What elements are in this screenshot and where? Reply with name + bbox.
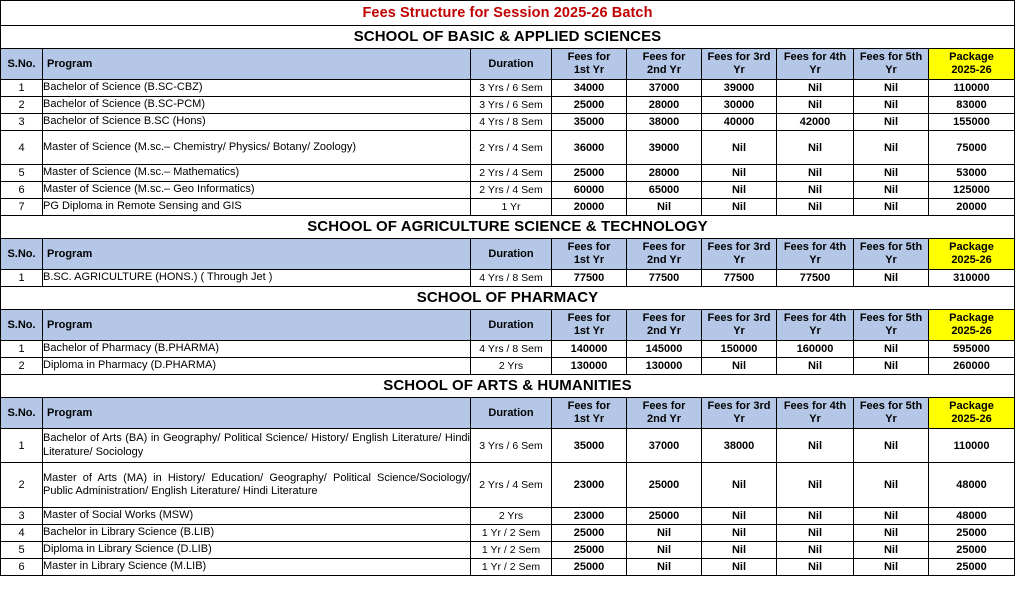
- cell-fees-3rd-yr: Nil: [702, 508, 777, 525]
- header-fees-4th-yr: Fees for 4th Yr: [777, 310, 854, 341]
- table-row: [1, 341, 1015, 358]
- cell-program: B.SC. AGRICULTURE (HONS.) ( Through Jet ): [43, 270, 471, 287]
- header-duration: Duration: [471, 310, 552, 341]
- cell-duration: 2 Yrs / 4 Sem: [471, 131, 552, 165]
- cell-fees-3rd-yr: 30000: [702, 97, 777, 114]
- table-row: [1, 559, 1015, 576]
- column-header-row: [1, 239, 1015, 270]
- header-fees-5th-yr: Fees for 5th Yr: [854, 239, 929, 270]
- header-fees-1st-yr: Fees for 1st Yr: [552, 239, 627, 270]
- cell-package: 260000: [929, 358, 1015, 375]
- cell-program: Master in Library Science (M.LIB): [43, 559, 471, 576]
- cell-fees-2nd-yr: Nil: [627, 559, 702, 576]
- cell-fees-4th-yr: 77500: [777, 270, 854, 287]
- cell-fees-4th-yr: 42000: [777, 114, 854, 131]
- cell-program: Master of Science (M.sc.– Mathematics): [43, 165, 471, 182]
- cell-duration: 3 Yrs / 6 Sem: [471, 80, 552, 97]
- cell-sno: 2: [1, 358, 43, 375]
- cell-program: Bachelor of Arts (BA) in Geography/ Political Science/ History/ English Literature/ Hindi Literature/ Sociology: [43, 429, 471, 463]
- header-sno: S.No.: [1, 49, 43, 80]
- cell-fees-1st-yr: 77500: [552, 270, 627, 287]
- cell-package: 110000: [929, 80, 1015, 97]
- cell-fees-5th-yr: Nil: [854, 165, 929, 182]
- section-title: SCHOOL OF AGRICULTURE SCIENCE & TECHNOLOGY: [1, 216, 1015, 239]
- cell-sno: 2: [1, 463, 43, 508]
- cell-sno: 7: [1, 199, 43, 216]
- column-header-row: [1, 398, 1015, 429]
- header-fees-4th-yr: Fees for 4th Yr: [777, 49, 854, 80]
- cell-sno: 6: [1, 559, 43, 576]
- cell-fees-3rd-yr: Nil: [702, 542, 777, 559]
- table-row: [1, 114, 1015, 131]
- cell-fees-3rd-yr: Nil: [702, 358, 777, 375]
- cell-duration: 1 Yr / 2 Sem: [471, 542, 552, 559]
- cell-duration: 1 Yr: [471, 199, 552, 216]
- cell-package: 25000: [929, 525, 1015, 542]
- cell-fees-4th-yr: Nil: [777, 508, 854, 525]
- cell-sno: 1: [1, 80, 43, 97]
- header-fees-5th-yr: Fees for 5th Yr: [854, 398, 929, 429]
- header-fees-4th-yr: Fees for 4th Yr: [777, 398, 854, 429]
- cell-fees-5th-yr: Nil: [854, 182, 929, 199]
- section-banner-row: [1, 26, 1015, 49]
- header-fees-1st-yr: Fees for 1st Yr: [552, 398, 627, 429]
- cell-fees-5th-yr: Nil: [854, 114, 929, 131]
- cell-fees-5th-yr: Nil: [854, 542, 929, 559]
- cell-fees-3rd-yr: Nil: [702, 131, 777, 165]
- cell-fees-3rd-yr: 40000: [702, 114, 777, 131]
- cell-package: 310000: [929, 270, 1015, 287]
- cell-package: 125000: [929, 182, 1015, 199]
- cell-fees-4th-yr: Nil: [777, 131, 854, 165]
- header-package: Package 2025-26: [929, 49, 1015, 80]
- cell-fees-5th-yr: Nil: [854, 463, 929, 508]
- header-program: Program: [43, 398, 471, 429]
- cell-fees-4th-yr: Nil: [777, 429, 854, 463]
- header-sno: S.No.: [1, 398, 43, 429]
- cell-fees-5th-yr: Nil: [854, 97, 929, 114]
- table-row: [1, 508, 1015, 525]
- header-duration: Duration: [471, 239, 552, 270]
- cell-package: 48000: [929, 463, 1015, 508]
- table-row: [1, 525, 1015, 542]
- cell-fees-4th-yr: Nil: [777, 542, 854, 559]
- table-row: [1, 429, 1015, 463]
- cell-program: Diploma in Pharmacy (D.PHARMA): [43, 358, 471, 375]
- header-sno: S.No.: [1, 239, 43, 270]
- cell-fees-1st-yr: 25000: [552, 97, 627, 114]
- header-duration: Duration: [471, 49, 552, 80]
- cell-sno: 6: [1, 182, 43, 199]
- cell-duration: 2 Yrs / 4 Sem: [471, 182, 552, 199]
- cell-fees-2nd-yr: 65000: [627, 182, 702, 199]
- header-fees-1st-yr: Fees for 1st Yr: [552, 49, 627, 80]
- cell-package: 53000: [929, 165, 1015, 182]
- cell-duration: 2 Yrs: [471, 358, 552, 375]
- cell-fees-5th-yr: Nil: [854, 199, 929, 216]
- cell-fees-4th-yr: 160000: [777, 341, 854, 358]
- cell-fees-3rd-yr: 77500: [702, 270, 777, 287]
- cell-fees-1st-yr: 23000: [552, 463, 627, 508]
- table-row: [1, 199, 1015, 216]
- cell-fees-3rd-yr: Nil: [702, 463, 777, 508]
- cell-sno: 3: [1, 114, 43, 131]
- section-title: SCHOOL OF BASIC & APPLIED SCIENCES: [1, 26, 1015, 49]
- cell-duration: 2 Yrs / 4 Sem: [471, 463, 552, 508]
- cell-fees-2nd-yr: 130000: [627, 358, 702, 375]
- cell-fees-4th-yr: Nil: [777, 165, 854, 182]
- cell-package: 75000: [929, 131, 1015, 165]
- header-fees-5th-yr: Fees for 5th Yr: [854, 310, 929, 341]
- header-package: Package 2025-26: [929, 310, 1015, 341]
- cell-fees-2nd-yr: 28000: [627, 97, 702, 114]
- cell-duration: 2 Yrs / 4 Sem: [471, 165, 552, 182]
- cell-program: Diploma in Library Science (D.LIB): [43, 542, 471, 559]
- cell-duration: 4 Yrs / 8 Sem: [471, 270, 552, 287]
- cell-package: 25000: [929, 559, 1015, 576]
- header-fees-2nd-yr: Fees for 2nd Yr: [627, 398, 702, 429]
- cell-fees-1st-yr: 25000: [552, 525, 627, 542]
- header-program: Program: [43, 239, 471, 270]
- cell-fees-3rd-yr: Nil: [702, 165, 777, 182]
- column-header-row: [1, 49, 1015, 80]
- section-banner-row: [1, 216, 1015, 239]
- cell-program: Bachelor of Pharmacy (B.PHARMA): [43, 341, 471, 358]
- cell-fees-4th-yr: Nil: [777, 525, 854, 542]
- cell-fees-4th-yr: Nil: [777, 80, 854, 97]
- cell-sno: 1: [1, 341, 43, 358]
- table-row: [1, 165, 1015, 182]
- cell-fees-2nd-yr: 28000: [627, 165, 702, 182]
- header-sno: S.No.: [1, 310, 43, 341]
- cell-fees-2nd-yr: 37000: [627, 80, 702, 97]
- header-fees-3rd-yr: Fees for 3rd Yr: [702, 310, 777, 341]
- cell-fees-3rd-yr: 39000: [702, 80, 777, 97]
- cell-sno: 5: [1, 542, 43, 559]
- table-row: [1, 131, 1015, 165]
- cell-fees-3rd-yr: Nil: [702, 199, 777, 216]
- cell-fees-3rd-yr: Nil: [702, 525, 777, 542]
- cell-package: 155000: [929, 114, 1015, 131]
- cell-package: 20000: [929, 199, 1015, 216]
- cell-sno: 1: [1, 270, 43, 287]
- cell-fees-1st-yr: 36000: [552, 131, 627, 165]
- table-row: [1, 542, 1015, 559]
- header-fees-2nd-yr: Fees for 2nd Yr: [627, 49, 702, 80]
- cell-sno: 5: [1, 165, 43, 182]
- cell-duration: 4 Yrs / 8 Sem: [471, 341, 552, 358]
- cell-fees-1st-yr: 35000: [552, 429, 627, 463]
- cell-package: 83000: [929, 97, 1015, 114]
- table-row: [1, 270, 1015, 287]
- cell-fees-2nd-yr: 39000: [627, 131, 702, 165]
- header-fees-3rd-yr: Fees for 3rd Yr: [702, 398, 777, 429]
- cell-fees-2nd-yr: Nil: [627, 525, 702, 542]
- cell-duration: 3 Yrs / 6 Sem: [471, 429, 552, 463]
- document-title-row: [1, 1, 1015, 26]
- cell-fees-5th-yr: Nil: [854, 341, 929, 358]
- table-row: [1, 80, 1015, 97]
- cell-fees-3rd-yr: 38000: [702, 429, 777, 463]
- cell-fees-5th-yr: Nil: [854, 429, 929, 463]
- cell-fees-2nd-yr: 145000: [627, 341, 702, 358]
- cell-duration: 2 Yrs: [471, 508, 552, 525]
- cell-fees-5th-yr: Nil: [854, 270, 929, 287]
- section-banner-row: [1, 375, 1015, 398]
- cell-fees-4th-yr: Nil: [777, 559, 854, 576]
- cell-fees-2nd-yr: 77500: [627, 270, 702, 287]
- table-row: [1, 97, 1015, 114]
- cell-program: Master of Arts (MA) in History/ Education/ Geography/ Political Science/Sociology/ Public Administration/ English Literature/ Hindi Literature: [43, 463, 471, 508]
- cell-fees-2nd-yr: 38000: [627, 114, 702, 131]
- section-title: SCHOOL OF PHARMACY: [1, 287, 1015, 310]
- cell-fees-1st-yr: 25000: [552, 542, 627, 559]
- cell-fees-5th-yr: Nil: [854, 559, 929, 576]
- cell-package: 595000: [929, 341, 1015, 358]
- cell-sno: 3: [1, 508, 43, 525]
- cell-duration: 1 Yr / 2 Sem: [471, 559, 552, 576]
- cell-program: Bachelor of Science (B.SC-PCM): [43, 97, 471, 114]
- header-duration: Duration: [471, 398, 552, 429]
- cell-fees-1st-yr: 130000: [552, 358, 627, 375]
- cell-program: Bachelor of Science (B.SC-CBZ): [43, 80, 471, 97]
- header-fees-3rd-yr: Fees for 3rd Yr: [702, 49, 777, 80]
- header-program: Program: [43, 310, 471, 341]
- cell-duration: 1 Yr / 2 Sem: [471, 525, 552, 542]
- cell-fees-4th-yr: Nil: [777, 182, 854, 199]
- cell-sno: 4: [1, 525, 43, 542]
- cell-fees-2nd-yr: 37000: [627, 429, 702, 463]
- cell-fees-5th-yr: Nil: [854, 80, 929, 97]
- cell-fees-1st-yr: 34000: [552, 80, 627, 97]
- cell-fees-4th-yr: Nil: [777, 199, 854, 216]
- cell-package: 110000: [929, 429, 1015, 463]
- cell-fees-1st-yr: 25000: [552, 165, 627, 182]
- cell-program: Master of Science (M.sc.– Geo Informatics): [43, 182, 471, 199]
- cell-fees-1st-yr: 35000: [552, 114, 627, 131]
- section-title: SCHOOL OF ARTS & HUMANITIES: [1, 375, 1015, 398]
- cell-package: 25000: [929, 542, 1015, 559]
- table-row: [1, 358, 1015, 375]
- cell-program: Master of Social Works (MSW): [43, 508, 471, 525]
- cell-fees-5th-yr: Nil: [854, 525, 929, 542]
- header-fees-2nd-yr: Fees for 2nd Yr: [627, 239, 702, 270]
- cell-duration: 4 Yrs / 8 Sem: [471, 114, 552, 131]
- section-banner-row: [1, 287, 1015, 310]
- cell-fees-2nd-yr: 25000: [627, 463, 702, 508]
- cell-fees-1st-yr: 20000: [552, 199, 627, 216]
- cell-program: PG Diploma in Remote Sensing and GIS: [43, 199, 471, 216]
- column-header-row: [1, 310, 1015, 341]
- cell-fees-1st-yr: 60000: [552, 182, 627, 199]
- header-fees-5th-yr: Fees for 5th Yr: [854, 49, 929, 80]
- header-package: Package 2025-26: [929, 398, 1015, 429]
- cell-fees-5th-yr: Nil: [854, 508, 929, 525]
- cell-fees-4th-yr: Nil: [777, 463, 854, 508]
- cell-fees-4th-yr: Nil: [777, 97, 854, 114]
- cell-duration: 3 Yrs / 6 Sem: [471, 97, 552, 114]
- cell-fees-1st-yr: 140000: [552, 341, 627, 358]
- table-row: [1, 463, 1015, 508]
- header-fees-3rd-yr: Fees for 3rd Yr: [702, 239, 777, 270]
- fees-table-body: [1, 1, 1015, 576]
- cell-fees-2nd-yr: 25000: [627, 508, 702, 525]
- cell-fees-1st-yr: 25000: [552, 559, 627, 576]
- cell-sno: 2: [1, 97, 43, 114]
- cell-program: Master of Science (M.sc.– Chemistry/ Physics/ Botany/ Zoology): [43, 131, 471, 165]
- cell-sno: 4: [1, 131, 43, 165]
- header-fees-1st-yr: Fees for 1st Yr: [552, 310, 627, 341]
- header-fees-2nd-yr: Fees for 2nd Yr: [627, 310, 702, 341]
- header-package: Package 2025-26: [929, 239, 1015, 270]
- table-row: [1, 182, 1015, 199]
- cell-program: Bachelor of Science B.SC (Hons): [43, 114, 471, 131]
- page-title: Fees Structure for Session 2025-26 Batch: [1, 1, 1015, 26]
- cell-fees-2nd-yr: Nil: [627, 542, 702, 559]
- cell-program: Bachelor in Library Science (B.LIB): [43, 525, 471, 542]
- cell-fees-3rd-yr: Nil: [702, 559, 777, 576]
- cell-fees-5th-yr: Nil: [854, 358, 929, 375]
- header-fees-4th-yr: Fees for 4th Yr: [777, 239, 854, 270]
- cell-fees-3rd-yr: Nil: [702, 182, 777, 199]
- cell-fees-5th-yr: Nil: [854, 131, 929, 165]
- cell-sno: 1: [1, 429, 43, 463]
- cell-fees-3rd-yr: 150000: [702, 341, 777, 358]
- cell-fees-4th-yr: Nil: [777, 358, 854, 375]
- cell-fees-1st-yr: 23000: [552, 508, 627, 525]
- cell-package: 48000: [929, 508, 1015, 525]
- cell-fees-2nd-yr: Nil: [627, 199, 702, 216]
- header-program: Program: [43, 49, 471, 80]
